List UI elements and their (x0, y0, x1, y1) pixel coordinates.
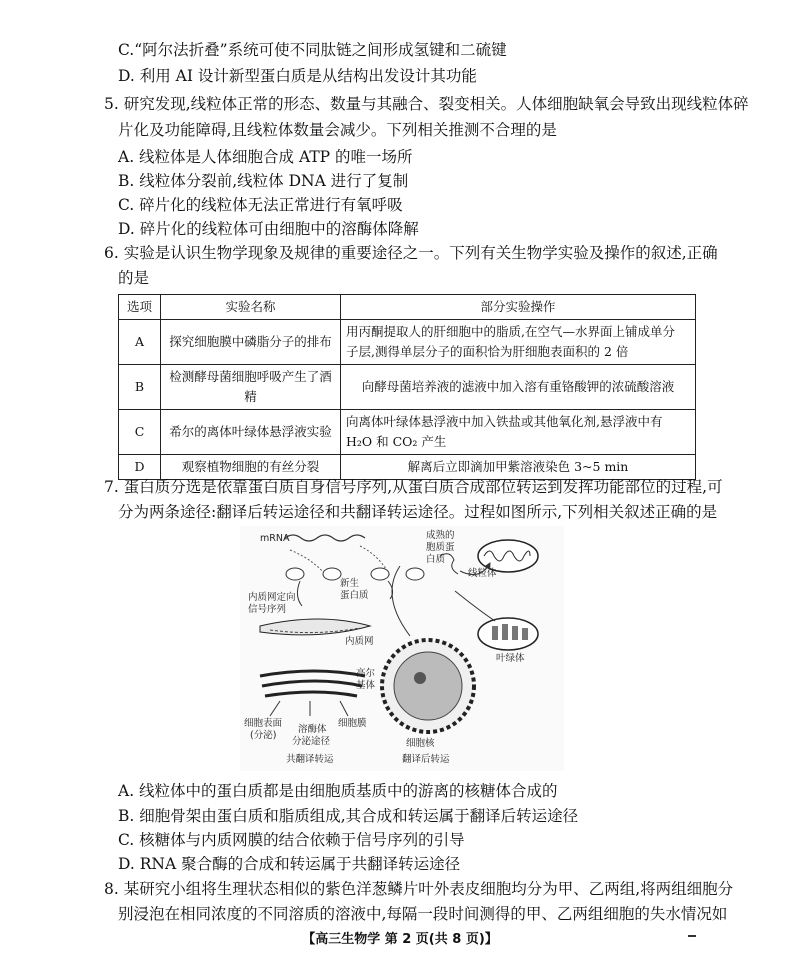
label-mature-1: 成熟的 (426, 530, 455, 541)
label-surface-2: (分泌) (250, 730, 277, 741)
table-cell-name: 探究细胞膜中磷脂分子的排布 (161, 320, 341, 365)
table-cell-operation (341, 320, 696, 365)
experiment-table (118, 294, 696, 480)
label-cotrans: 共翻译转运 (286, 754, 334, 765)
label-mrna: mRNA (260, 533, 290, 544)
operation-line: 用丙酮提取人的肝细胞中的脂质,在空气—水界面上铺成单分 (346, 324, 675, 339)
table-header-row (119, 295, 696, 320)
q7-option-c: C. 核糖体与内质网膜的结合依赖于信号序列的引导 (118, 831, 465, 849)
label-er: 内质网 (345, 636, 374, 647)
operation-line: H₂O 和 CO₂ 产生 (346, 434, 447, 449)
label-membrane: 细胞膜 (338, 718, 367, 729)
table-cell-name: 检测酵母菌细胞呼吸产生了酒精 (161, 365, 341, 410)
table-header: 部分实验操作 (341, 295, 696, 320)
q5-option-a: A. 线粒体是人体细胞合成 ATP 的唯一场所 (118, 148, 413, 166)
protein-sorting-diagram (240, 526, 564, 771)
table-row (119, 320, 696, 365)
label-new-protein-2: 蛋白质 (340, 590, 369, 601)
label-lysosome-2: 分泌途径 (292, 736, 331, 747)
operation-line: 向离体叶绿体悬浮液中加入铁盐或其他氧化剂,悬浮液中有 (346, 414, 663, 429)
label-mature-2: 胞质蛋 (426, 542, 455, 553)
q7-option-d: D. RNA 聚合酶的合成和转运属于共翻译转运途径 (118, 855, 461, 873)
table-header: 选项 (119, 295, 161, 320)
q7-option-b: B. 细胞骨架由蛋白质和脂质组成,其合成和转运属于翻译后转运途径 (118, 807, 579, 825)
q5-option-c: C. 碎片化的线粒体无法正常进行有氧呼吸 (118, 196, 403, 214)
ribosome-icon (371, 568, 389, 580)
q6-stem-line2: 的是 (118, 269, 150, 287)
operation-line: 解离后立即滴加甲紫溶液染色 3~5 min (407, 459, 629, 474)
footer-dash (688, 935, 696, 937)
table-row (119, 455, 696, 480)
label-er-signal-1: 内质网定向 (248, 592, 296, 603)
q5-stem-line2: 片化及功能障碍,且线粒体数量会减少。下列相关推测不合理的是 (118, 121, 557, 139)
table-cell-name: 希尔的离体叶绿体悬浮液实验 (161, 410, 341, 455)
label-er-signal-2: 信号序列 (248, 604, 287, 615)
table-cell-name: 观察植物细胞的有丝分裂 (161, 455, 341, 480)
ribosome-icon (323, 568, 341, 580)
label-mitochondrion: 线粒体 (468, 568, 497, 579)
q5-option-b: B. 线粒体分裂前,线粒体 DNA 进行了复制 (118, 172, 409, 190)
label-lysosome-1: 溶酶体 (298, 724, 327, 735)
table-cell-option: A (119, 320, 161, 365)
q5-option-d: D. 碎片化的线粒体可由细胞中的溶酶体降解 (118, 220, 419, 238)
label-golgi-2: 基体 (356, 680, 376, 691)
table-header: 实验名称 (161, 295, 341, 320)
q4-option-d: D. 利用 AI 设计新型蛋白质是从结构出发设计其功能 (118, 67, 477, 85)
label-golgi-1: 高尔 (356, 668, 376, 679)
table-cell-option: D (119, 455, 161, 480)
label-posttrans: 翻译后转运 (402, 754, 450, 765)
q4-option-c: C.“阿尔法折叠”系统可使不同肽链之间形成氢键和二硫键 (118, 41, 507, 59)
table-cell-option: C (119, 410, 161, 455)
operation-line: 向酵母菌培养液的滤液中加入溶有重铬酸钾的浓硫酸溶液 (361, 379, 675, 394)
label-surface-1: 细胞表面 (244, 718, 283, 729)
q7-option-a: A. 线粒体中的蛋白质都是由细胞质基质中的游离的核糖体合成的 (118, 782, 558, 800)
table-cell-option: B (119, 365, 161, 410)
page-footer: 【高三生物学 第 2 页(共 8 页)】 (302, 932, 498, 947)
label-nucleus: 细胞核 (406, 738, 435, 749)
ribosome-icon (406, 568, 424, 580)
label-new-protein-1: 新生 (340, 578, 360, 589)
operation-line: 子层,测得单层分子的面积恰为肝细胞表面积的 2 倍 (346, 344, 629, 359)
label-mature-3: 白质 (426, 554, 446, 565)
table-cell-operation (341, 455, 696, 480)
table-row (119, 410, 696, 455)
table-row (119, 365, 696, 410)
q8-stem-line2: 别浸泡在相同浓度的不同溶质的溶液中,每隔一段时间测得的甲、乙两组细胞的失水情况如 (118, 905, 728, 923)
q5-stem-line1: 5. 研究发现,线粒体正常的形态、数量与其融合、裂变相关。人体细胞缺氧会导致出现线粒体碎 (104, 95, 749, 113)
ribosome-icon (286, 568, 304, 580)
q7-stem-line1: 7. 蛋白质分选是依靠蛋白质自身信号序列,从蛋白质合成部位转运到发挥功能部位的过程,可 (104, 478, 723, 496)
table-cell-operation (341, 410, 696, 455)
table-cell-operation (341, 365, 696, 410)
q7-stem-line2: 分为两条途径:翻译后转运途径和共翻译转运途径。过程如图所示,下列相关叙述正确的是 (118, 503, 718, 521)
q6-stem-line1: 6. 实验是认识生物学现象及规律的重要途径之一。下列有关生物学实验及操作的叙述,正确 (104, 244, 718, 262)
q8-stem-line1: 8. 某研究小组将生理状态相似的紫色洋葱鳞片叶外表皮细胞均分为甲、乙两组,将两组细胞分 (104, 880, 734, 898)
label-chloroplast: 叶绿体 (496, 653, 525, 664)
